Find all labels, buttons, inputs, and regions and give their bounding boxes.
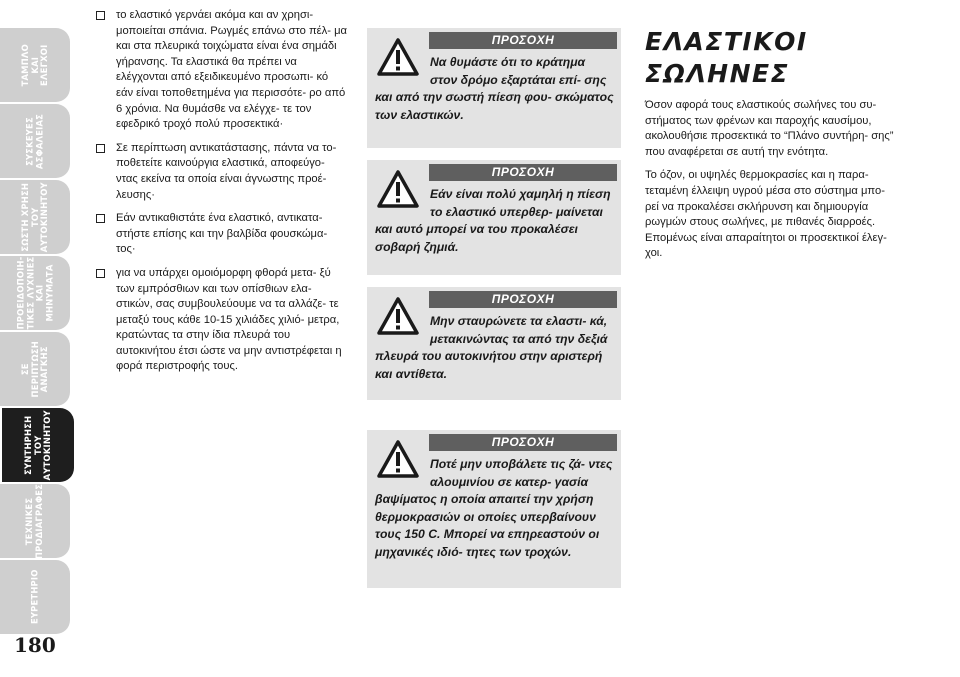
tab-maintenance[interactable]	[2, 408, 74, 482]
tab-dashboard-controls[interactable]	[0, 28, 70, 102]
paragraph: Το όζον, οι υψηλές θερμοκρασίες και η παρα- τεταμένη έλλειψη υγρού μέσα στο σύστημα μπο- ρεί να προκαλέσει σκλήρυνση και δημιουργία ρωγμών στους σωλήνες, με πιθανές διαρροές. Επομένως είναι απαραίτητοι οι προσεκτικοί έλεγ- χοι.	[645, 169, 887, 260]
paragraph: Όσον αφορά τους ελαστικούς σωλήνες του συ- στήματος των φρένων και παροχής καυσίμου, ακολουθήσιε προσεκτικά το “Πλάνο συντήρη- σης” που αναφέρεται σε αυτή την ενότητα.	[645, 99, 894, 158]
warning-text-wrap	[375, 313, 615, 383]
tab-emergency[interactable]	[0, 332, 70, 406]
warning-text-wrap	[375, 54, 615, 124]
tab-index[interactable]	[0, 560, 70, 634]
tab-label: ΠΡΟΕΙΔΟΠΟΙΗ- ΤΙΚΕΣ ΛΥΧΝΙΕΣ ΚΑΙ ΜΗΝΥΜΑΤΑ	[15, 256, 54, 330]
tab-label: ΣΕ ΠΕΡΙΠΤΩΣΗ ΑΝΑΓΚΗΣ	[19, 340, 49, 398]
warning-text: Εάν είναι πολύ χαμηλή η πίεση το ελαστικό υπερθερ- μαίνεται και αυτό μπορεί να του προκαλέσει σοβαρή ζημιά.	[375, 187, 611, 254]
section-body	[645, 98, 897, 270]
tab-label: ΕΥΡΕΤΗΡΙΟ	[29, 569, 40, 625]
warning-title: ΠΡΟΣΟΧΗ	[429, 291, 617, 308]
section-heading	[645, 26, 945, 90]
list-item	[96, 211, 348, 258]
checkbox-bullet-icon	[96, 269, 105, 278]
bullet-list	[96, 8, 348, 383]
checkbox-bullet-icon	[96, 11, 105, 20]
section-heading-line: ΕΛΑΣΤΙΚΟΙ	[645, 27, 808, 56]
list-item	[96, 8, 348, 133]
tab-warning-lights[interactable]	[0, 256, 70, 330]
tab-label: ΤΕΧΝΙΚΕΣ ΠΡΟΔΙΑΓΡΑΦΕΣ	[24, 483, 45, 559]
warning-text-wrap	[375, 456, 615, 561]
warning-title: ΠΡΟΣΟΧΗ	[429, 434, 617, 451]
warning-box	[367, 28, 621, 148]
bullet-text: Εάν αντικαθιστάτε ένα ελαστικό, αντικατα- στήστε επίσης και την βαλβίδα φουσκώμα- τος·	[116, 212, 328, 256]
section-heading-line: ΣΩΛΗΝΕΣ	[645, 59, 790, 88]
warning-text: Να θυμάστε ότι το κράτημα στον δρόμο εξαρτάται επί- σης και από την σωστή πίεση φου- σκώματος των ελαστικών.	[375, 55, 614, 122]
list-item	[96, 266, 348, 375]
page-number: 180	[14, 633, 56, 657]
tab-correct-use[interactable]	[0, 180, 70, 254]
warning-box	[367, 287, 621, 400]
warning-text-wrap	[375, 186, 615, 256]
warning-text: Μην σταυρώνετε τα ελαστι- κά, μετακινώντας τα από την δεξιά πλευρά του αυτοκινήτου στην αριστερή και αντίθετα.	[375, 314, 608, 381]
tab-technical-specs[interactable]	[0, 484, 70, 558]
warning-title: ΠΡΟΣΟΧΗ	[429, 32, 617, 49]
warning-text: Ποτέ μην υποβάλετε τις ζά- ντες αλουμινίου σε κατερ- γασία βαψίματος η οποία απαιτεί την χρήση θερμοκρασιών οι οποίες υπερβαίνουν τους 150 C. Μπορεί να επηρεαστούν οι μηχανικές ιδιό- τητες των τροχών.	[375, 457, 613, 559]
tab-label: ΣΥΣΚΕΥΕΣ ΑΣΦΑΛΕΙΑΣ	[24, 113, 44, 169]
tab-label: ΤΑΜΠΛΟ ΚΑΙ ΕΛΕΓΧΟΙ	[19, 43, 49, 87]
warning-box	[367, 430, 621, 588]
checkbox-bullet-icon	[96, 144, 105, 153]
bullet-text: το ελαστικό γερνάει ακόμα και αν χρησι- μοποιείται σπάνια. Ρωγμές επάνω στο πέλ- μα και στα πλευρικά τοιχώματα είναι ένα σημάδι γήρανσης. Τα ελαστικά θα πρέπει να ελέγχονται από εξειδικευμένο προσωπι- κό εάν είναι τοποθετημένα για περισσότε- ρο από 6 χρόνια. Να θυμάσθε να ελέγχε- τε τον εφεδρικό τροχό πολύ προσεκτικά·	[116, 9, 347, 131]
checkbox-bullet-icon	[96, 214, 105, 223]
warning-title: ΠΡΟΣΟΧΗ	[429, 164, 617, 181]
list-item	[96, 141, 348, 203]
tab-label: ΣΥΝΤΗΡΗΣΗ ΤΟΥ ΑΥΤΟΚΙΝΗΤΟΥ	[22, 409, 52, 481]
tab-label: ΣΩΣΤΗ ΧΡΗΣΗ ΤΟΥ ΑΥΤΟΚΙΝΗΤΟΥ	[19, 181, 49, 253]
tab-safety-devices[interactable]	[0, 104, 70, 178]
bullet-text: για να υπάρχει ομοιόμορφη φθορά μετα- ξύ των εμπρόσθιων και των οπίσθιων ελα- στικών, σας συμβουλεύουμε να τα αλλάζε- τε μεταξύ τους κάθε 10-15 χιλιάδες χιλιό- μετρα, κρατώντας τα στην ίδια πλευρά του αυτοκινήτου έτσι ώστε να μην αντιστρέφεται η φορά περιστροφής τους.	[116, 266, 342, 373]
warning-box	[367, 160, 621, 275]
bullet-text: Σε περίπτωση αντικατάστασης, πάντα να το- ποθετείτε καινούργια ελαστικά, αποφεύγο- ντας εκείνα τα οποία είναι άγνωστης προέ- λευσης·	[116, 141, 337, 201]
